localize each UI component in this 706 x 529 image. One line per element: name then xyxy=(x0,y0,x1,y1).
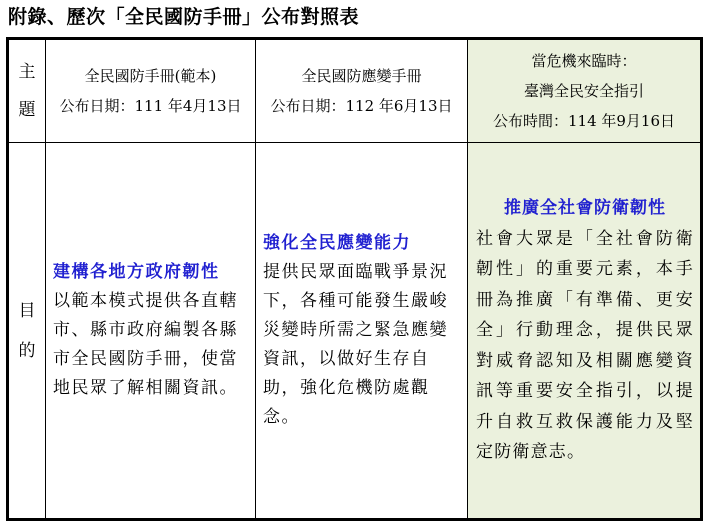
edition-name-line2: 臺灣全民安全指引 xyxy=(523,82,644,100)
purpose-body: 社會大眾是「全社會防衛韌性」的重要元素，本手冊為推廣「有準備、更安全」行動理念，提供民眾對威脅認知及相關應變資訊等重要安全指引，以提升自救互救保護能力及堅定防衛意志。 xyxy=(476,228,694,463)
edition-name-line1: 當危機來臨時： xyxy=(531,52,637,70)
purpose-heading: 建構各地方政府韌性 xyxy=(53,262,220,282)
purpose-row xyxy=(8,143,702,520)
purpose-label-char: 目 xyxy=(18,300,36,321)
edition-date: 公布時間：114 年9月16日 xyxy=(492,112,676,130)
header-cell-2023 xyxy=(256,39,468,143)
purpose-cell-2023 xyxy=(256,143,468,520)
document-title: 附錄、歷次「全民國防手冊」公布對照表 xyxy=(8,6,360,28)
header-row xyxy=(8,39,702,143)
header-cell-2025 xyxy=(468,39,702,143)
purpose-body: 以範本模式提供各直轄市、縣市政府編製各縣市全民國防手冊，使當地民眾了解相關資訊。 xyxy=(53,291,238,398)
edition-name: 全民國防應變手冊 xyxy=(301,67,422,85)
edition-name: 全民國防手冊(範本) xyxy=(84,67,217,85)
subject-label-char: 主 xyxy=(18,62,36,82)
subject-label-cell xyxy=(8,39,46,143)
edition-date: 公布日期：111 年4月13日 xyxy=(59,97,242,115)
purpose-heading: 推廣全社會防衛韌性 xyxy=(504,198,666,219)
purpose-heading: 強化全民應變能力 xyxy=(263,233,411,253)
purpose-label-char: 的 xyxy=(18,340,36,361)
edition-date: 公布日期：112 年6月13日 xyxy=(270,97,453,115)
purpose-label-cell xyxy=(8,143,46,520)
header-cell-2022 xyxy=(46,39,256,143)
comparison-table xyxy=(6,37,703,521)
subject-label-char: 題 xyxy=(18,100,36,120)
purpose-cell-2022 xyxy=(46,143,256,520)
purpose-cell-2025 xyxy=(468,143,702,520)
purpose-body: 提供民眾面臨戰爭景況下，各種可能發生嚴峻災變時所需之緊急應變資訊，以做好生存自助，強化危機防處觀念。 xyxy=(263,262,448,427)
